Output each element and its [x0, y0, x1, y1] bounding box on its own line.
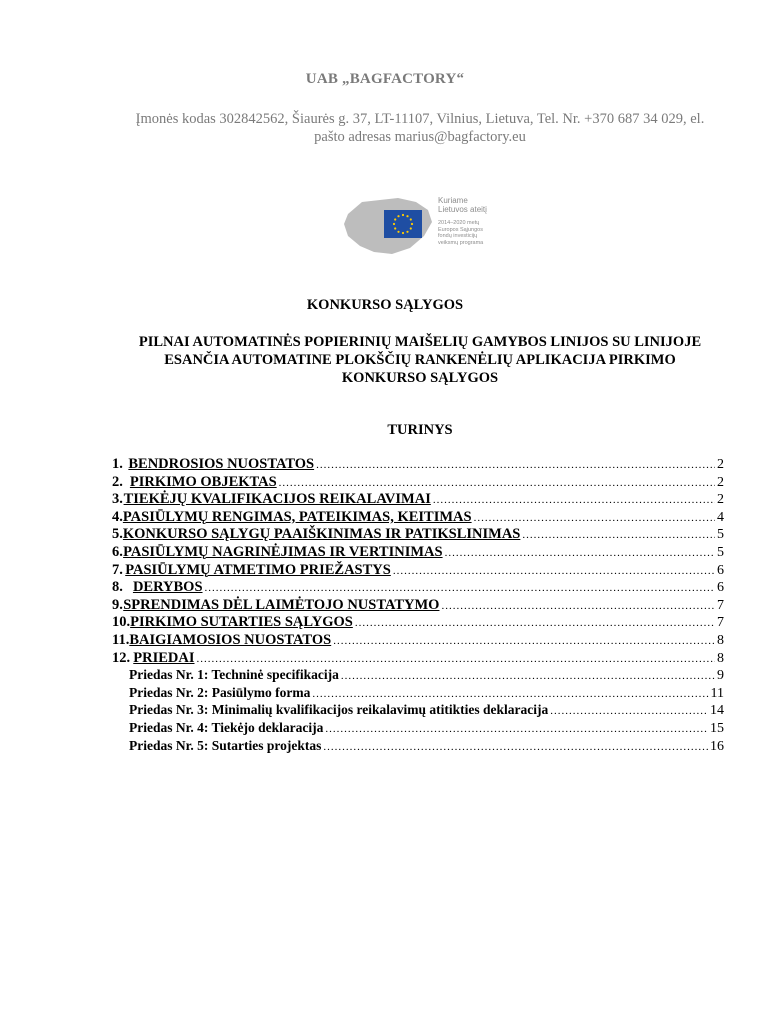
- leader-dots: [355, 617, 715, 629]
- toc-item-7[interactable]: [112, 562, 724, 580]
- toc-item-8[interactable]: [112, 579, 724, 597]
- leader-dots: [550, 705, 708, 717]
- leader-dots: [197, 653, 716, 665]
- leader-dots: [205, 582, 715, 594]
- toc-item-3[interactable]: [112, 491, 724, 509]
- logo-line-4: Europos Sąjungos: [438, 226, 483, 233]
- toc-number: 5.: [112, 526, 123, 543]
- eu-star-icon: [394, 218, 396, 220]
- toc-annex-4[interactable]: [112, 720, 724, 738]
- toc-page: 11: [710, 685, 724, 701]
- toc-title[interactable]: PASIŪLYMŲ ATMETIMO PRIEŽASTYS: [125, 561, 391, 578]
- eu-star-icon: [406, 231, 408, 233]
- table-of-contents: [112, 456, 724, 755]
- leader-dots: [522, 529, 715, 541]
- leader-dots: [312, 688, 708, 700]
- toc-page: 7: [717, 597, 724, 613]
- toc-number: 10.: [112, 614, 131, 631]
- eu-star-icon: [410, 218, 412, 220]
- toc-page: 7: [717, 615, 724, 631]
- eu-star-icon: [397, 215, 399, 217]
- toc-page: 4: [717, 509, 724, 525]
- toc-item-5[interactable]: [112, 526, 724, 544]
- toc-item-10[interactable]: [112, 614, 724, 632]
- toc-number: 3.: [112, 491, 123, 508]
- toc-annex-3[interactable]: [112, 702, 724, 720]
- leader-dots: [279, 477, 715, 489]
- toc-annex-2[interactable]: [112, 685, 724, 703]
- toc-page: 2: [717, 457, 724, 472]
- toc-number: 9.: [112, 596, 123, 613]
- leader-dots: [323, 741, 708, 753]
- leader-dots: [441, 600, 715, 612]
- address-line-2: pašto adresas marius@bagfactory.eu: [314, 129, 526, 145]
- toc-title[interactable]: BENDROSIOS NUOSTATOS: [128, 456, 315, 472]
- leader-dots: [316, 459, 715, 471]
- toc-number: 11.: [112, 631, 130, 648]
- eu-star-icon: [402, 232, 404, 234]
- toc-page: 2: [717, 474, 724, 490]
- toc-number: 4.: [112, 508, 123, 525]
- toc-page: 5: [717, 527, 724, 543]
- toc-number: 12.: [112, 649, 131, 666]
- toc-number: 6.: [112, 543, 123, 560]
- logo-line-2: Lietuvos ateitį: [438, 205, 487, 214]
- toc-number: 8.: [112, 579, 123, 596]
- company-address: [100, 110, 740, 146]
- toc-page: 6: [717, 580, 724, 596]
- toc-page: 2: [717, 492, 724, 508]
- subtitle-line-1: PILNAI AUTOMATINĖS POPIERINIŲ MAIŠELIŲ GAMYBOS LINIJOS SU LINIJOJE: [138, 334, 702, 350]
- lithuania-map-eu-flag-icon: [340, 192, 436, 258]
- eu-star-icon: [411, 223, 413, 225]
- eu-star-icon: [410, 227, 412, 229]
- eu-funds-logo: [340, 192, 510, 262]
- eu-star-icon: [402, 214, 404, 216]
- toc-title[interactable]: PASIŪLYMŲ NAGRINĖJIMAS IR VERTINIMAS: [123, 543, 443, 560]
- toc-item-12[interactable]: [112, 650, 724, 668]
- toc-title[interactable]: SPRENDIMAS DĖL LAIMĖTOJO NUSTATYMO: [123, 596, 440, 613]
- toc-page: 15: [710, 720, 724, 736]
- toc-item-4[interactable]: [112, 509, 724, 527]
- logo-line-3: 2014–2020 metų: [438, 220, 480, 226]
- toc-title[interactable]: PRIEDAI: [133, 649, 195, 666]
- document-title: KONKURSO SĄLYGOS: [306, 297, 464, 313]
- toc-page: 6: [717, 562, 724, 578]
- logo-line-5: fondų investicijų: [438, 233, 478, 239]
- toc-title[interactable]: KONKURSO SĄLYGŲ PAAIŠKINIMAS IR PATIKSLINIMAS: [122, 526, 521, 543]
- toc-heading: TURINYS: [387, 422, 453, 438]
- toc-annex-title[interactable]: Priedas Nr. 2: Pasiūlymo forma: [129, 684, 311, 700]
- toc-item-9[interactable]: [112, 597, 724, 615]
- toc-number: 1.: [112, 456, 123, 472]
- leader-dots: [445, 547, 715, 559]
- toc-page: 8: [717, 632, 724, 648]
- toc-page: 8: [717, 650, 724, 666]
- eu-star-icon: [397, 231, 399, 233]
- subtitle-line-2: ESANČIA AUTOMATINE PLOKŠČIŲ RANKENĖLIŲ APLIKACIJA PIRKIMO: [164, 352, 676, 368]
- leader-dots: [433, 494, 715, 506]
- toc-annex-title[interactable]: Priedas Nr. 3: Minimalių kvalifikacijos reikalavimų atitikties deklaracija: [129, 702, 549, 718]
- toc-title[interactable]: PIRKIMO OBJEKTAS: [129, 473, 277, 490]
- toc-item-11[interactable]: [112, 632, 724, 650]
- toc-page: 5: [717, 544, 724, 560]
- address-line-1: Įmonės kodas 302842562, Šiaurės g. 37, LT-11107, Vilnius, Lietuva, Tel. Nr. +370 687 34 029, el.: [135, 111, 705, 127]
- toc-annex-1[interactable]: [112, 667, 724, 685]
- eu-star-icon: [394, 227, 396, 229]
- eu-star-icon: [406, 215, 408, 217]
- toc-page: 9: [717, 668, 724, 684]
- eu-star-icon: [393, 223, 395, 225]
- toc-title[interactable]: PIRKIMO SUTARTIES SĄLYGOS: [130, 614, 353, 631]
- subtitle-line-3: KONKURSO SĄLYGOS: [341, 370, 499, 386]
- logo-line-1: Kuriame: [438, 196, 468, 205]
- leader-dots: [325, 723, 708, 735]
- leader-dots: [333, 635, 715, 647]
- toc-number: 2.: [112, 473, 123, 490]
- toc-item-2[interactable]: [112, 474, 724, 492]
- toc-item-1[interactable]: [112, 456, 724, 474]
- toc-annex-title[interactable]: Priedas Nr. 5: Sutarties projektas: [129, 737, 322, 753]
- leader-dots: [341, 670, 715, 682]
- toc-title[interactable]: BAIGIAMOSIOS NUOSTATOS: [129, 631, 332, 648]
- toc-title[interactable]: TIEKĖJŲ KVALIFIKACIJOS REIKALAVIMAI: [123, 491, 431, 508]
- leader-dots: [393, 565, 715, 577]
- toc-number: 7.: [112, 561, 123, 578]
- toc-page: 16: [710, 738, 724, 754]
- toc-annex-title[interactable]: Priedas Nr. 1: Techninė specifikacija: [129, 667, 339, 683]
- logo-line-6: veiksmų programa: [438, 239, 484, 246]
- toc-annex-5[interactable]: [112, 738, 724, 756]
- toc-title[interactable]: DERYBOS: [132, 579, 203, 596]
- leader-dots: [474, 512, 715, 524]
- toc-annex-title[interactable]: Priedas Nr. 4: Tiekėjo deklaracija: [129, 719, 324, 735]
- toc-title[interactable]: PASIŪLYMŲ RENGIMAS, PATEIKIMAS, KEITIMAS: [122, 508, 472, 525]
- toc-page: 14: [710, 703, 724, 719]
- document-subtitle: [100, 333, 740, 387]
- logo-text: [438, 196, 518, 246]
- toc-item-6[interactable]: [112, 544, 724, 562]
- company-name: UAB „BAGFACTORY“: [305, 71, 465, 87]
